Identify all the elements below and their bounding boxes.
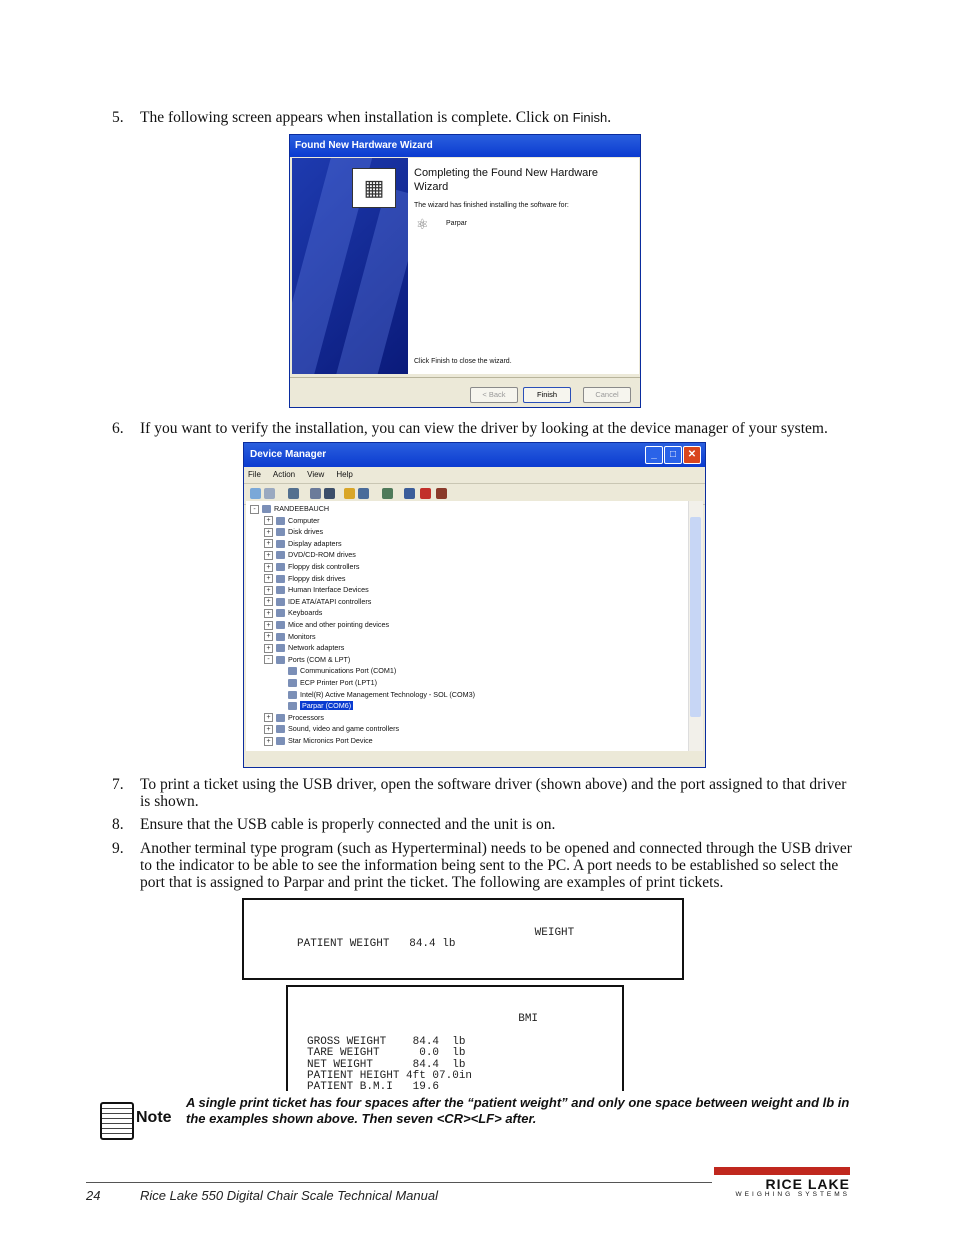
device-label: Intel(R) Active Management Technology - SOL (COM3) <box>300 689 475 699</box>
device-icon <box>276 725 285 733</box>
tree-category[interactable] <box>264 526 323 537</box>
wizard-close-text: Click Finish to close the wizard. <box>414 358 512 365</box>
device-label: Floppy disk controllers <box>288 562 360 571</box>
scrollbar[interactable] <box>688 501 703 751</box>
close-icon[interactable]: ✕ <box>683 446 701 464</box>
device-manager-title: Device Manager <box>250 449 327 460</box>
note-icon <box>100 1102 134 1140</box>
minimize-icon[interactable]: _ <box>645 446 663 464</box>
expand-icon[interactable]: + <box>264 713 273 722</box>
collapse-icon[interactable]: - <box>264 655 273 664</box>
device-label: Ports (COM & LPT) <box>288 654 351 664</box>
forward-arrow-icon[interactable] <box>264 488 275 499</box>
expand-icon[interactable]: + <box>264 621 273 630</box>
view-icon[interactable] <box>288 488 299 499</box>
device-label: Sound, video and game controllers <box>288 724 400 734</box>
device-label: DVD/CD-ROM drives <box>288 550 356 560</box>
device-icon <box>276 714 285 722</box>
logo-bar <box>714 1167 850 1175</box>
rice-lake-logo <box>714 1167 852 1197</box>
device-manager-window <box>243 442 706 768</box>
tree-category[interactable] <box>264 712 324 723</box>
device-icon <box>276 621 285 629</box>
ticket-bmi-text: BMI GROSS WEIGHT 84.4 lb TARE WEIGHT 0.0 lb NET WEIGHT 84.4 lb PATIENT HEIGHT 4ft 07.0in PATIENT B.M.I 19.6 <box>307 1013 539 1094</box>
wizard-content <box>408 158 639 374</box>
back-button[interactable]: < Back <box>470 387 518 403</box>
update-driver-icon[interactable] <box>404 488 415 499</box>
logo-name: RICE LAKE <box>765 1176 850 1192</box>
expand-icon[interactable]: + <box>264 725 273 734</box>
device-label: Parpar (COM6) <box>302 701 352 711</box>
disable-icon[interactable] <box>436 488 447 499</box>
step-text: Ensure that the USB cable is properly connected and the unit is on. <box>140 816 556 833</box>
ticket-weight-text: WEIGHT PATIENT WEIGHT 84.4 lb <box>297 927 575 951</box>
expand-icon[interactable]: + <box>264 528 273 537</box>
expand-icon[interactable]: + <box>264 632 273 641</box>
tree-category[interactable] <box>264 723 399 734</box>
wizard-device-name: Parpar <box>446 220 468 227</box>
tree-category[interactable] <box>264 584 369 595</box>
step-number: 7. <box>112 776 124 793</box>
tree-category[interactable] <box>264 642 344 653</box>
device-icon <box>276 633 285 641</box>
properties-icon[interactable] <box>310 488 321 499</box>
scan-icon[interactable] <box>382 488 393 499</box>
menu-bar <box>244 467 705 483</box>
step-number: 8. <box>112 816 124 833</box>
device-label: Keyboards <box>288 608 323 618</box>
tree-port[interactable] <box>288 689 475 700</box>
expand-icon[interactable]: + <box>264 516 273 525</box>
step-number: 9. <box>112 840 124 857</box>
device-icon <box>276 540 285 548</box>
scrollbar-thumb[interactable] <box>690 517 701 717</box>
tree-category[interactable] <box>264 538 342 549</box>
device-icon <box>276 737 285 745</box>
device-manager-titlebar <box>244 443 705 467</box>
device-label: Monitors <box>288 631 316 641</box>
expand-icon[interactable]: + <box>264 644 273 653</box>
step-5-tail: . <box>607 109 612 126</box>
device-icon <box>276 586 285 594</box>
device-icon <box>288 702 297 710</box>
device-icon <box>276 563 285 571</box>
device-tree <box>246 501 690 751</box>
device-label: ECP Printer Port (LPT1) <box>300 678 377 687</box>
device-icon <box>276 551 285 559</box>
logo-subtitle: WEIGHING SYSTEMS <box>735 1191 850 1198</box>
expand-icon[interactable]: + <box>264 539 273 548</box>
expand-icon[interactable]: + <box>264 597 273 606</box>
device-label: Display adapters <box>288 538 342 548</box>
menu-help[interactable]: Help <box>336 470 353 479</box>
expand-icon[interactable]: + <box>264 609 273 618</box>
tree-root[interactable] <box>250 503 329 514</box>
print-ticket-bmi <box>286 985 624 1094</box>
maximize-icon[interactable]: □ <box>664 446 682 464</box>
tree-category[interactable] <box>264 596 371 607</box>
device-label: RANDEEBAUCH <box>274 504 330 513</box>
expand-icon[interactable]: + <box>264 574 273 583</box>
device-icon <box>288 691 297 699</box>
back-arrow-icon[interactable] <box>250 488 261 499</box>
device-icon <box>288 667 297 675</box>
device-label: Floppy disk drives <box>288 573 346 583</box>
tree-category[interactable] <box>264 631 316 642</box>
device-icon <box>276 517 285 525</box>
finish-button[interactable]: Finish <box>523 387 571 403</box>
step-number: 5. <box>112 109 124 126</box>
print-ticket-weight <box>242 898 684 980</box>
manual-title: Rice Lake 550 Digital Chair Scale Technical Manual <box>140 1188 438 1203</box>
device-label: Mice and other pointing devices <box>288 620 390 629</box>
expand-icon[interactable]: + <box>264 551 273 560</box>
device-icon <box>276 598 285 606</box>
device-label: Communications Port (COM1) <box>300 666 397 676</box>
tree-category[interactable] <box>264 549 356 560</box>
tree-category[interactable] <box>264 735 373 746</box>
uninstall-icon[interactable] <box>420 488 431 499</box>
cancel-button[interactable]: Cancel <box>583 387 631 403</box>
collapse-icon[interactable]: - <box>250 505 259 514</box>
wizard-side-banner <box>292 158 408 374</box>
tree-port[interactable] <box>288 677 377 688</box>
device-icon <box>262 505 271 513</box>
expand-icon[interactable]: + <box>264 737 273 746</box>
note-text: A single print ticket has four spaces after the “patient weight” and only one space between weight and lb in the examples shown above. Then seven <CR><LF> after. <box>186 1095 850 1126</box>
step-text: To print a ticket using the USB driver, open the software driver (shown above) and the port assigned to that driver is shown. <box>140 776 847 810</box>
step-number: 6. <box>112 420 124 437</box>
menu-action[interactable]: Action <box>272 470 296 479</box>
page-number: 24 <box>86 1188 101 1203</box>
serial-port-icon: ⚛ <box>416 216 429 232</box>
menu-file[interactable]: File <box>248 470 261 479</box>
device-icon <box>276 644 285 652</box>
note-label: Note <box>136 1109 172 1126</box>
hardware-icon: ▦ <box>352 168 396 208</box>
footer-rule <box>86 1182 712 1183</box>
expand-icon[interactable]: + <box>264 586 273 595</box>
tree-category[interactable] <box>264 573 346 584</box>
step-text: If you want to verify the installation, you can view the driver by looking at the device manager of your system. <box>140 420 828 437</box>
wizard-buttons <box>290 377 640 408</box>
help-icon[interactable] <box>344 488 355 499</box>
tree-category[interactable] <box>264 515 320 526</box>
device-label: Disk drives <box>288 527 324 537</box>
expand-icon[interactable]: + <box>264 563 273 572</box>
step-text: Another terminal type program (such as Hyperterminal) needs to be opened and connected through the USB driver to the indicator to be able to see the information being sent to the PC. A port needs to be established so select the port that is assigned to Parpar and print the ticket. The following are examples of print tickets. <box>140 840 852 891</box>
device-label: Human Interface Devices <box>288 585 369 595</box>
tree-icon[interactable] <box>358 488 369 499</box>
device-label: Processors <box>288 712 324 722</box>
device-icon <box>288 679 297 687</box>
tree-port[interactable] <box>288 700 353 711</box>
menu-view[interactable]: View <box>307 470 325 479</box>
device-label: Network adapters <box>288 643 345 653</box>
device-label: IDE ATA/ATAPI controllers <box>288 596 372 606</box>
device-label: Star Micronics Port Device <box>288 736 373 745</box>
tree-category[interactable] <box>264 619 389 630</box>
device-icon <box>276 528 285 536</box>
device-label: Computer <box>288 515 320 525</box>
tree-category[interactable] <box>264 654 350 665</box>
finish-emphasis: Finish <box>572 110 608 125</box>
found-new-hardware-wizard <box>289 134 641 408</box>
step-text <box>140 109 856 126</box>
wizard-finished-text: The wizard has finished installing the software for: <box>414 202 569 209</box>
tree-port[interactable] <box>288 665 396 676</box>
step-5-text: The following screen appears when installation is complete. Click on <box>140 109 573 126</box>
device-icon <box>276 609 285 617</box>
wizard-heading: Completing the Found New Hardware Wizard <box>414 167 599 193</box>
wizard-title: Found New Hardware Wizard <box>290 135 640 157</box>
device-icon <box>276 656 285 664</box>
device-icon <box>276 575 285 583</box>
print-icon[interactable] <box>324 488 335 499</box>
tree-category[interactable] <box>264 561 360 572</box>
tree-category[interactable] <box>264 607 322 618</box>
